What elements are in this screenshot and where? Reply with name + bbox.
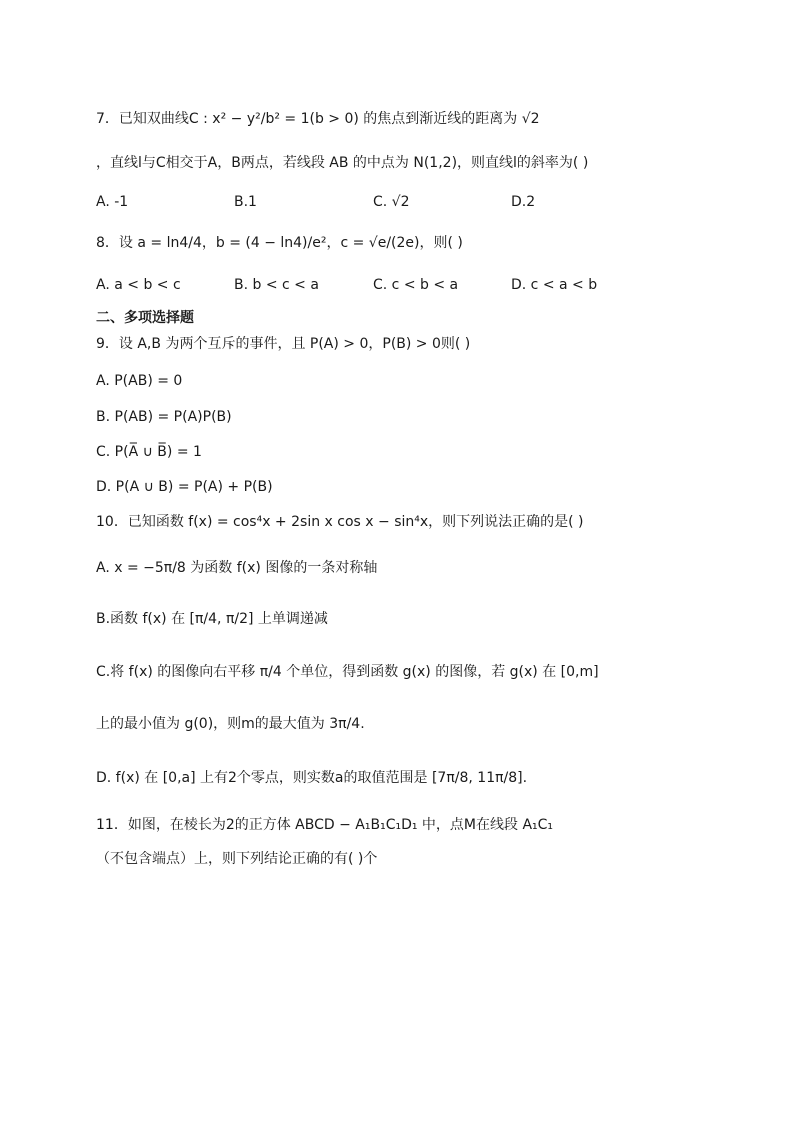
q11-stem-line1: 11．如图，在棱长为2的正方体 ABCD − A₁B₁C₁D₁ 中，点M在线段 A₁C₁: [96, 817, 554, 833]
q8-options: [96, 277, 716, 297]
q10-option-b: B.函数 f(x) 在 [π/4, π/2] 上单调递减: [96, 611, 328, 627]
q10-option-c-line1: C.将 f(x) 的图像向右平移 π/4 个单位，得到函数 g(x) 的图像，若 g(x) 在 [0,m]: [96, 664, 599, 680]
q9-option-d: D. P(A ∪ B) = P(A) + P(B): [96, 479, 273, 495]
q9-option-a: A. P(AB) = 0: [96, 373, 183, 389]
q7-option-d: D.2: [511, 194, 536, 210]
q8-option-c: C. c < b < a: [373, 277, 459, 293]
q7-option-b: B.1: [234, 194, 257, 210]
q10-option-c-line2: 上的最小值为 g(0)，则m的最大值为 3π/4.: [96, 716, 365, 732]
q7-options: [96, 194, 716, 214]
q8-stem: 8．设 a = ln4/4，b = (4 − ln4)/e²，c = √e/(2e)，则( ): [96, 235, 463, 251]
q9-option-c: C. P(A̅ ∪ B̅) = 1: [96, 444, 202, 460]
q11-stem-line2: （不包含端点）上，则下列结论正确的有( )个: [96, 851, 378, 867]
q8-option-b: B. b < c < a: [234, 277, 319, 293]
q8-option-d: D. c < a < b: [511, 277, 598, 293]
q10-option-d: D. f(x) 在 [0,a] 上有2个零点，则实数a的取值范围是 [7π/8, 11π/8].: [96, 770, 528, 786]
section-heading-multiple-choice: 二、多项选择题: [96, 310, 194, 326]
q7-stem-line1: 7．已知双曲线C : x² − y²/b² = 1(b > 0) 的焦点到渐近线的距离为 √2: [96, 111, 540, 127]
q7-option-c: C. √2: [373, 194, 410, 210]
q10-option-a: A. x = −5π/8 为函数 f(x) 图像的一条对称轴: [96, 560, 378, 576]
q10-stem: 10．已知函数 f(x) = cos⁴x + 2sin x cos x − sin⁴x，则下列说法正确的是( ): [96, 514, 584, 530]
q7-stem-line2: ，直线l与C相交于A，B两点，若线段 AB 的中点为 N(1,2)，则直线l的斜率为( ): [96, 155, 589, 171]
q9-stem: 9．设 A,B 为两个互斥的事件，且 P(A) > 0，P(B) > 0则( ): [96, 336, 471, 352]
q9-option-b: B. P(AB) = P(A)P(B): [96, 409, 232, 425]
q8-option-a: A. a < b < c: [96, 277, 181, 293]
q7-option-a: A. -1: [96, 194, 129, 210]
